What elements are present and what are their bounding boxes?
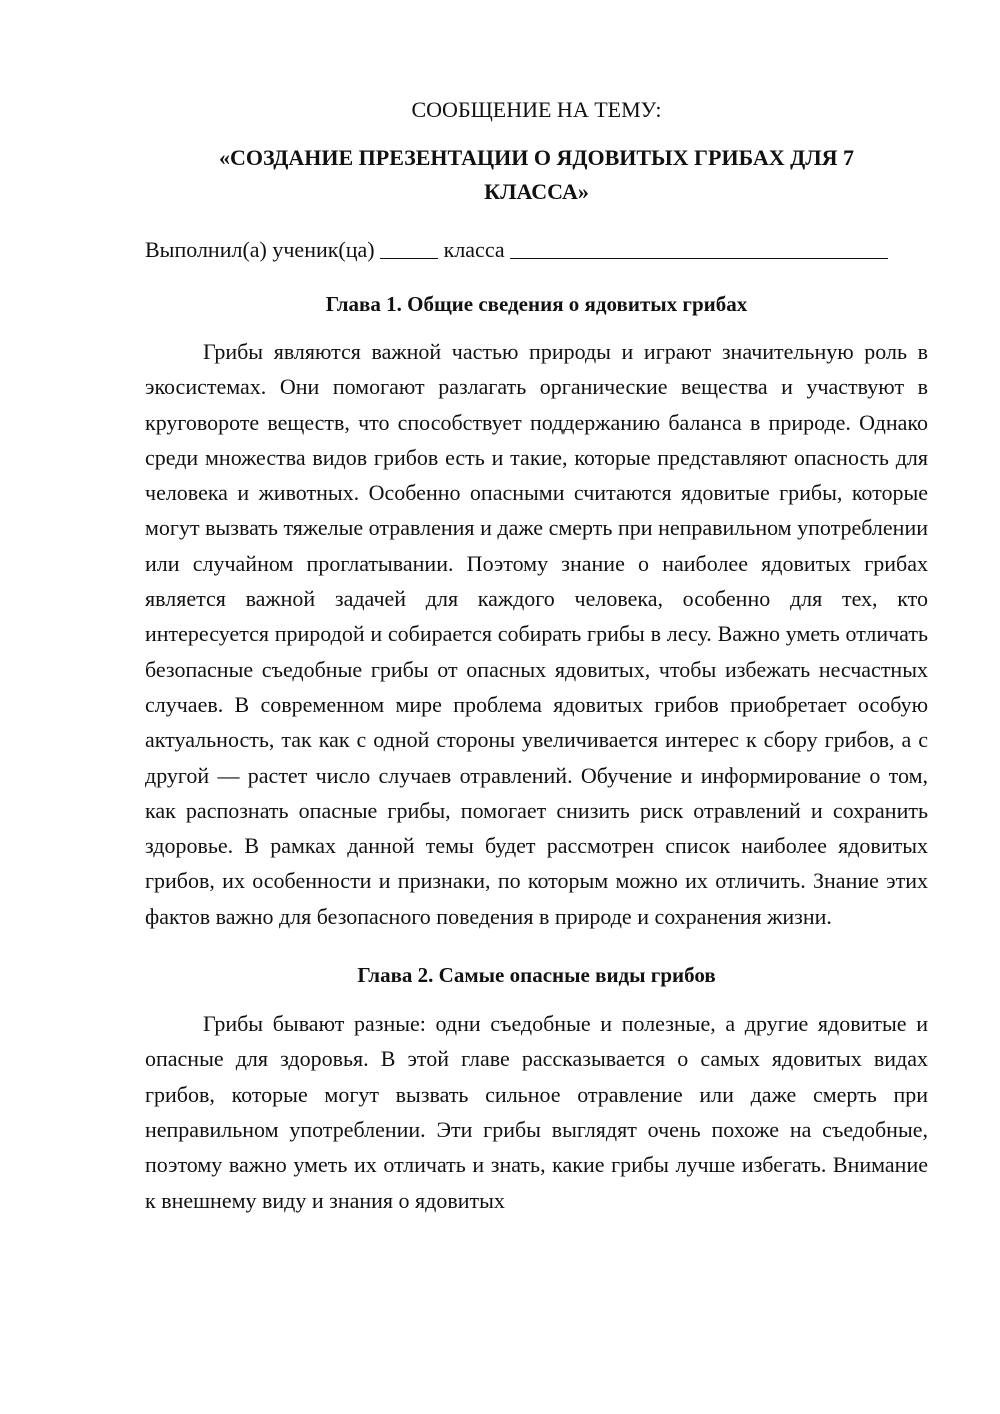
chapter-1-text: Грибы являются важной частью природы и играют значительную роль в экосистемах. Они помогают разлагать органические вещества и участвуют в круговороте веществ, что способствует поддержанию баланса в природе. Однако среди множества видов грибов есть и такие, которые представляют опасность для человека и животных. Особенно опасными считаются ядовитые грибы, которые могут вызвать тяжелые отравления и даже смерть при неправильном употреблении или случайном проглатывании. Поэтому знание о наиболее ядовитых грибах является важной задачей для каждого человека, особенно для тех, кто интересуется природой и собирается собирать грибы в лесу. Важно уметь отличать безопасные съедобные грибы от опасных ядовитых, чтобы избежать несчастных случаев. В современном мире проблема ядовитых грибов приобретает особую актуальность, так как с одной стороны увеличивается интерес к сбору грибов, а с другой — растет число случаев отравлений. Обучение и информирование о том, как распознать опасные грибы, помогает снизить риск отравлений и сохранить здоровье. В рамках данной темы будет рассмотрен список наиболее ядовитых грибов, их особенности и признаки, по которым можно их отличить. Знание этих фактов важно для безопасного поведения в природе и сохранения жизни.	[145, 339, 928, 929]
chapter-2-title: Глава 2. Самые опасные виды грибов	[357, 963, 716, 988]
author-line	[145, 235, 928, 265]
class-label: класса	[443, 237, 505, 262]
chapter-2-text: Грибы бывают разные: одни съедобные и полезные, а другие ядовитые и опасные для здоровья. В этой главе рассказывается о самых ядовитых видах грибов, которые могут вызвать сильное отравление или даже смерть при неправильном употреблении. Эти грибы выглядят очень похоже на съедобные, поэтому важно уметь их отличать и знать, какие грибы лучше избегать. Внимание к внешнему виду и знания о ядовитых	[145, 1011, 928, 1213]
document-page	[145, 95, 928, 1218]
chapter-1-title: Глава 1. Общие сведения о ядовитых грибах	[325, 292, 748, 316]
student-name-blank	[510, 236, 888, 259]
class-number-blank	[380, 236, 438, 259]
document-header: СООБЩЕНИЕ НА ТЕМУ:	[411, 97, 662, 122]
author-prefix: Выполнил(а) ученик(ца)	[145, 237, 375, 262]
document-title: «СОЗДАНИЕ ПРЕЗЕНТАЦИИ О ЯДОВИТЫХ ГРИБАХ ДЛЯ 7 КЛАССА»	[218, 145, 855, 204]
